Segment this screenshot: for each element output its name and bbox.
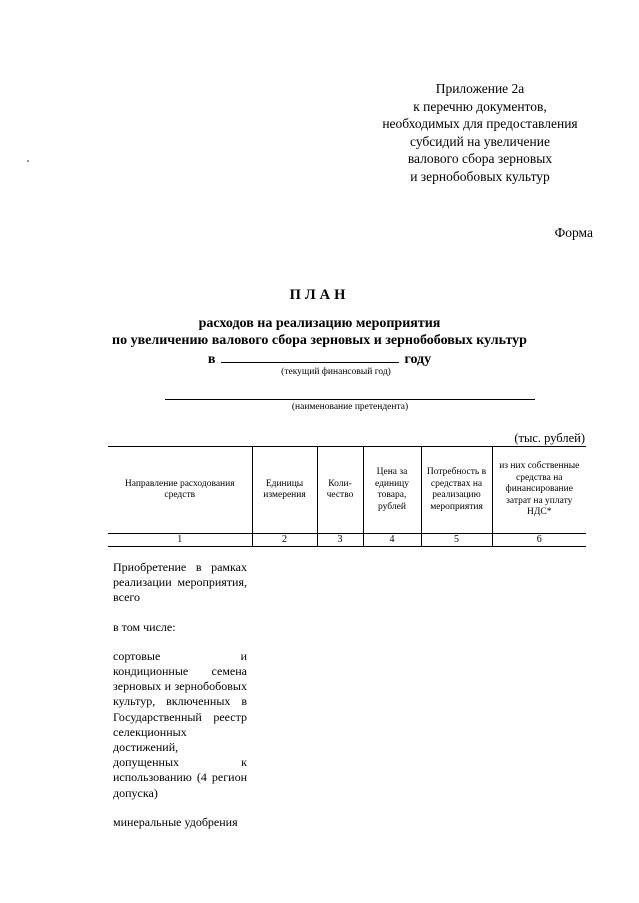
header-cell: из них собственные средства на финансирование затрат на уплату НДС*: [492, 447, 586, 534]
column-number: 6: [492, 534, 586, 547]
doc-subtitle-line1: расходов на реализацию мероприятия: [198, 316, 441, 331]
appendix-line: валового сбора зерновых: [407, 151, 553, 166]
header-cell: Коли-чество: [317, 447, 363, 534]
doc-title: ПЛАН: [289, 287, 350, 303]
form-label: Форма: [554, 225, 593, 240]
header-cell: Единицы измерения: [252, 447, 317, 534]
column-number: 5: [421, 534, 492, 547]
column-number: 3: [317, 534, 363, 547]
scan-speck: [27, 160, 29, 162]
appendix-line: необходимых для предоставления: [382, 116, 578, 131]
appendix-line: Приложение 2а: [435, 81, 525, 96]
row-label: сортовые и кондиционные семена зерновых и зернобобовых культур, включенных в Государственный реестр селекционных достижений, допущенных к использованию (4 регион допуска): [113, 648, 247, 800]
year-suffix: году: [404, 352, 432, 367]
row-labels: [113, 560, 247, 844]
row-label: в том числе:: [113, 619, 176, 634]
header-cell: Направление расходования средств: [108, 447, 252, 534]
appendix-line: к перечню документов,: [413, 98, 547, 114]
applicant-caption: (наименование претендента): [291, 402, 409, 412]
appendix-line: и зернобобовых культур: [410, 168, 550, 184]
doc-subtitle-line3: [0, 350, 639, 368]
unit-note: (тыс. рублей): [514, 431, 585, 445]
table-header-row: [108, 447, 586, 534]
row-label: Приобретение в рамках реализации мероприятия, всего: [113, 560, 247, 605]
header-cell: Потребность в средствах на реализацию мероприятия: [421, 447, 492, 534]
table-number-row: [108, 534, 586, 547]
expense-table: [108, 446, 586, 547]
doc-subtitle-line2: по увеличению валового сбора зерновых и зернобобовых культур: [112, 333, 527, 348]
column-number: 2: [252, 534, 317, 547]
column-number: 1: [108, 534, 252, 547]
year-caption: (текущий финансовый год): [281, 367, 391, 377]
year-blank-field: [221, 350, 399, 363]
header-cell: Цена за единицу товара, рублей: [363, 447, 421, 534]
year-prefix: в: [207, 352, 216, 367]
applicant-blank-line: [165, 399, 535, 400]
column-number: 4: [363, 534, 421, 547]
row-label: минеральные удобрения: [113, 814, 238, 829]
appendix-line: субсидий на увеличение: [410, 133, 550, 149]
appendix-block: [355, 80, 605, 185]
